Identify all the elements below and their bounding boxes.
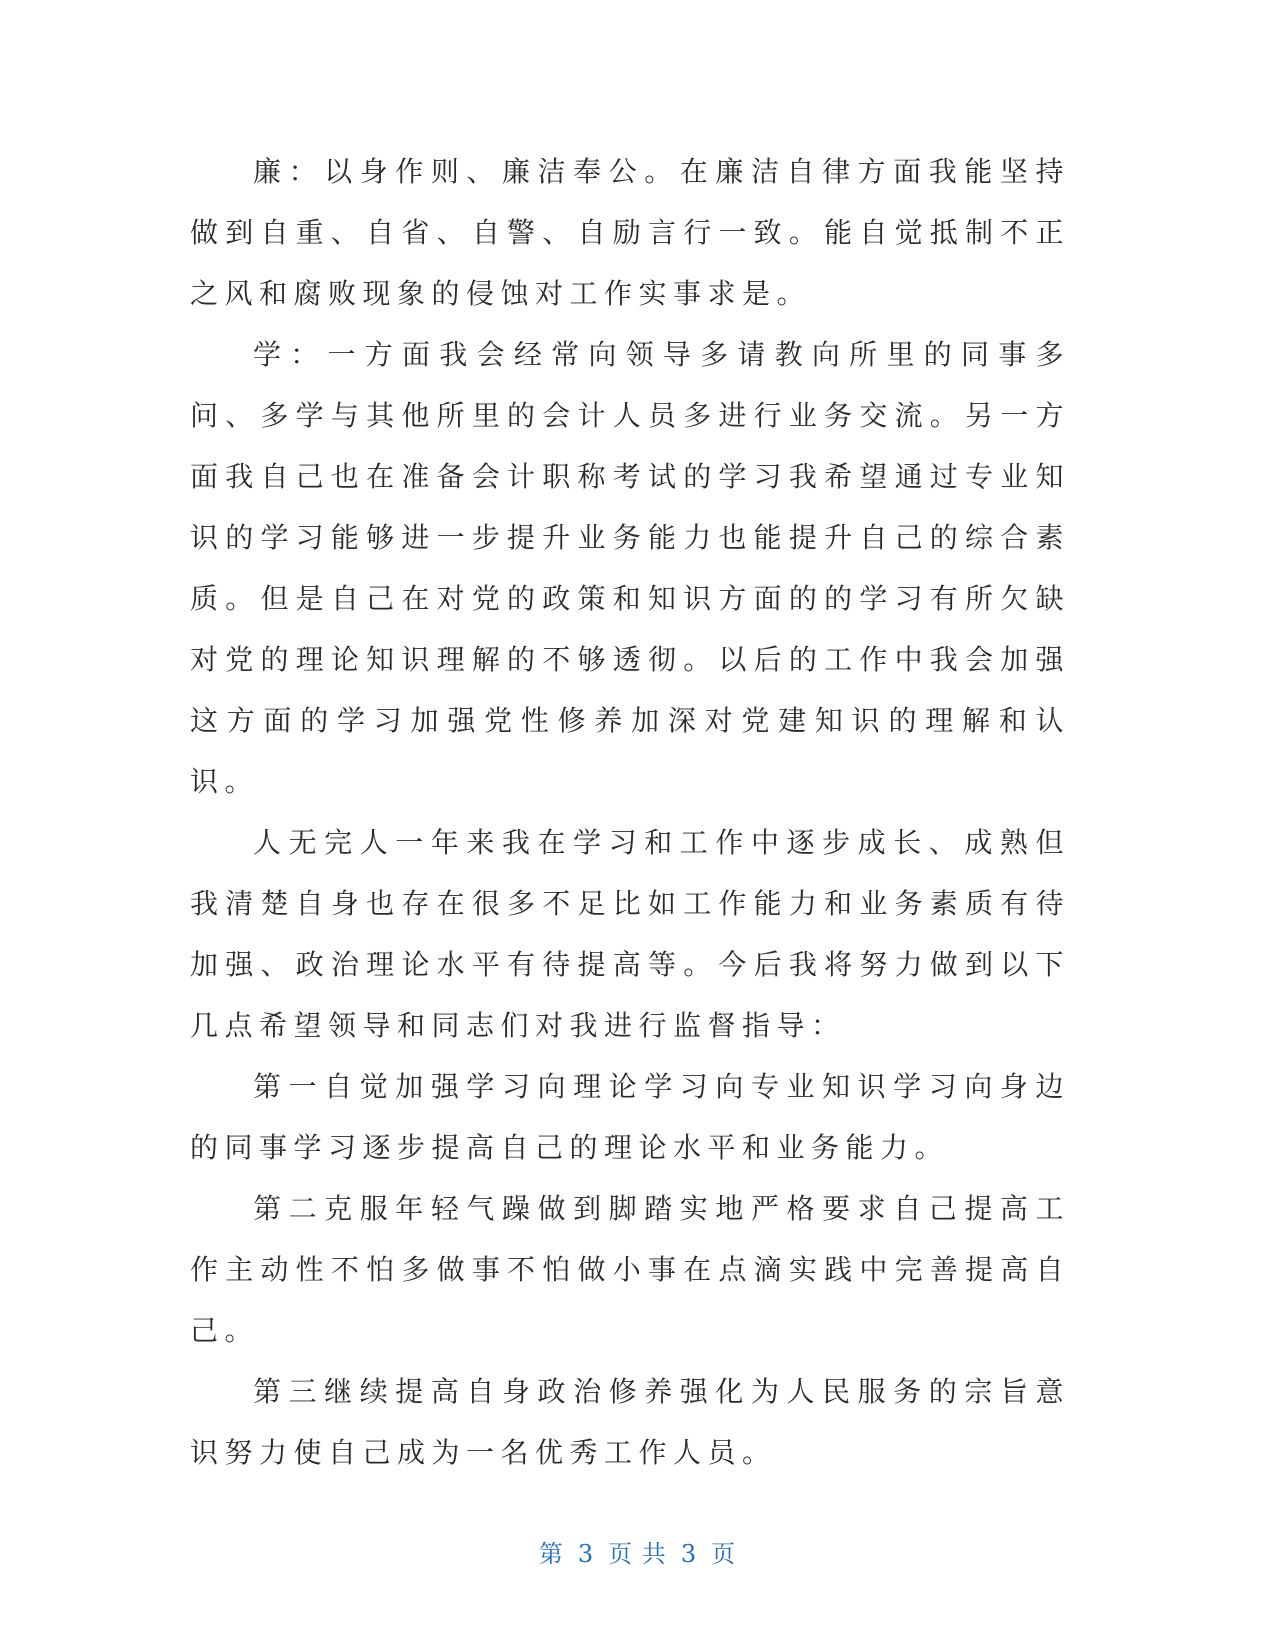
paragraph-point-two: 第二克服年轻气躁做到脚踏实地严格要求自己提高工作主动性不怕多做事不怕做小事在点滴实践中完善提高自己。 (190, 1192, 1070, 1347)
footer-suffix: 页 (711, 1540, 737, 1568)
document-body (190, 141, 1070, 1483)
footer-total-pages: 3 (680, 1540, 698, 1568)
paragraph-self-assessment: 人无完人一年来我在学习和工作中逐步成长、成熟但我清楚自身也存在很多不足比如工作能力和业务素质有待加强、政治理论水平有待提高等。今后我将努力做到以下几点希望领导和同志们对我进行监督指导： (190, 826, 1070, 1042)
footer-prefix: 第 (538, 1540, 564, 1568)
paragraph-integrity: 廉：以身作则、廉洁奉公。在廉洁自律方面我能坚持做到自重、自省、自警、自励言行一致。能自觉抵制不正之风和腐败现象的侵蚀对工作实事求是。 (190, 155, 1070, 310)
paragraph-point-three: 第三继续提高自身政治修养强化为人民服务的宗旨意识努力使自己成为一名优秀工作人员。 (190, 1375, 1070, 1469)
paragraph-point-one: 第一自觉加强学习向理论学习向专业知识学习向身边的同事学习逐步提高自己的理论水平和业务能力。 (190, 1070, 1070, 1164)
page-footer (0, 1534, 1275, 1569)
footer-middle: 页 共 (608, 1540, 667, 1568)
footer-current-page: 3 (577, 1540, 595, 1568)
paragraph-study: 学：一方面我会经常向领导多请教向所里的同事多问、多学与其他所里的会计人员多进行业务交流。另一方面我自己也在准备会计职称考试的学习我希望通过专业知识的学习能够进一步提升业务能力也能提升自己的综合素质。但是自己在对党的政策和知识方面的的学习有所欠缺对党的理论知识理解的不够透彻。以后的工作中我会加强这方面的学习加强党性修养加深对党建知识的理解和认识。 (190, 338, 1070, 798)
